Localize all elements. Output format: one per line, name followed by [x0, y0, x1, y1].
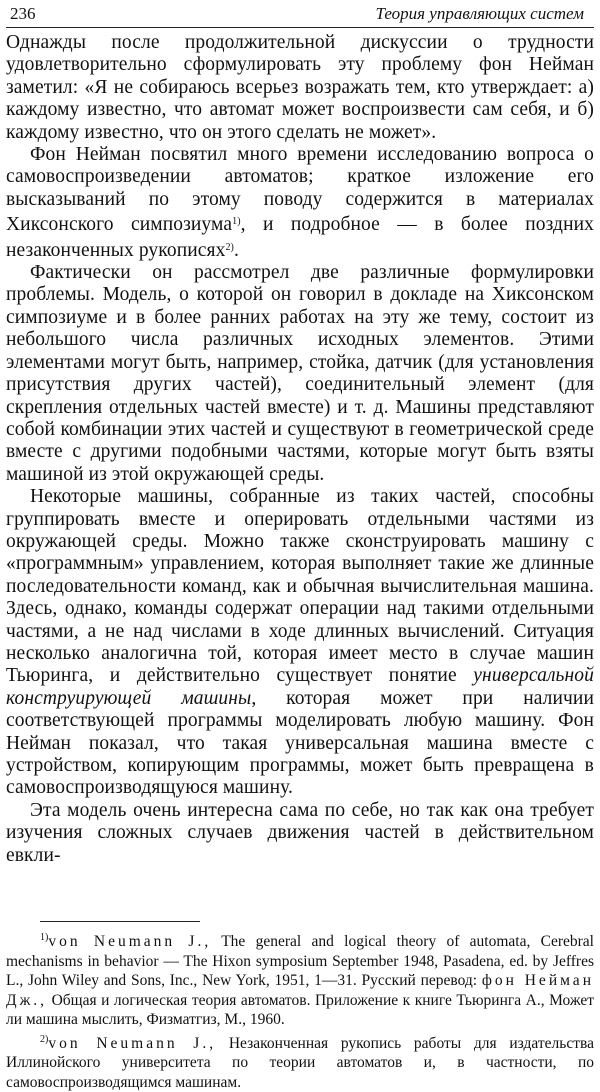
main-text	[6, 32, 594, 867]
footnote-2-text: Незаконченная рукопись работы для издательства Иллинойского университета по теории автоматов и, в частности, по самовоспроизводящимся машинам.	[6, 1034, 594, 1091]
page-number: 236	[10, 4, 36, 23]
footnote-ref-1[interactable]: 1)	[232, 216, 241, 228]
paragraph-2-part-b: , и подробное — в более поздних незаконченных рукописях	[6, 214, 594, 261]
footnote-1-translator: фон Нейман Дж.,	[6, 972, 594, 1009]
page-header	[6, 2, 594, 28]
paragraph-4-part-b: , которая может при наличии соответствующей программы моделировать любую машину. Фон Нейман показал, что такая универсальная машина вместе с устройством, копирующим программы, может быть превращена в самовоспроизводящуюся машину.	[6, 687, 594, 799]
running-title: Теория управляющих систем	[375, 4, 584, 23]
footnote-1-text-a: The general and logical theory of automata, Cerebral mechanisms in behavior — The Hixon symposium September 1948, Pasadena, ed. by Jeffres L., John Wiley and Sons, Inc., New York, 1951, 1—31. Русский перевод:	[6, 933, 594, 990]
paragraph-2	[6, 144, 594, 262]
footnote-1	[6, 928, 594, 1030]
footnote-2-author: von Neumann J.,	[48, 1034, 217, 1052]
italic-term: универсальной конструирующей машины	[6, 665, 594, 709]
footnote-1-author: von Neumann J.,	[48, 933, 212, 951]
paragraph-1: Однажды после продолжительной дискуссии о трудности удовлетворительно сформулировать эту проблему фон Нейман заметил: «Я не собираюсь всерьез возражать тем, кто утверждает: а) каждому известно, что автомат может воспроизвести сам себя, и б) каждому известно, что он этого сделать не может».	[6, 32, 594, 143]
paragraph-3: Фактически он рассмотрел две различные формулировки проблемы. Модель, о которой он говорил в докладе на Хиксонском симпозиуме и в более ранних работах на эту же тему, состоит из небольшого числа различных исходных элементов. Этими элементами могут быть, например, стойка, датчик (для установления присутствия других частей), соединительный элемент (для скрепления отдельных частей вместе) и т. д. Машины представляют собой комбинации этих частей и существуют в геометрической среде вместе с другими подобными частями, которые могут быть взяты машиной из этой окружающей среды.	[6, 262, 594, 485]
footnote-1-marker: 1)	[40, 932, 49, 944]
footnote-2-marker: 2)	[40, 1033, 49, 1045]
footnote-2	[6, 1030, 594, 1092]
paragraph-5: Эта модель очень интересна сама по себе, но так как она требует изучения сложных случаев движения частей в действительном евкли-	[6, 799, 594, 866]
footnotes	[6, 928, 594, 1092]
footnote-divider	[40, 921, 200, 922]
paragraph-2-part-a: Фон Нейман посвятил много времени исследованию вопроса о самовоспроизведении автоматов; краткое изложение его высказываний по этому поводу содержится в материалах Хиксонского симпозиума	[6, 144, 594, 236]
paragraph-4	[6, 486, 594, 800]
footnote-ref-2[interactable]: 2)	[225, 241, 234, 253]
paragraph-4-part-a: Некоторые машины, собранные из таких частей, способны группировать вместе и оперировать отдельными частями из окружающей среды. Можно также сконструировать машину с «программным» управлением, которая выполняет такие же длинные последовательности команд, как и обычная вычислительная машина. Здесь, однако, команды содержат операции над такими отдельными частями, а не над числами в ходе длинных вычислений. Ситуация несколько аналогична той, которая имеет место в случае машин Тьюринга, и действительно существует понятие	[6, 486, 594, 687]
footnote-1-text-b: Общая и логическая теория автоматов. Приложение к книге Тьюринга А., Может ли машина мыслить, Физматгиз, М., 1960.	[6, 991, 594, 1029]
paragraph-2-part-c: .	[233, 239, 239, 261]
